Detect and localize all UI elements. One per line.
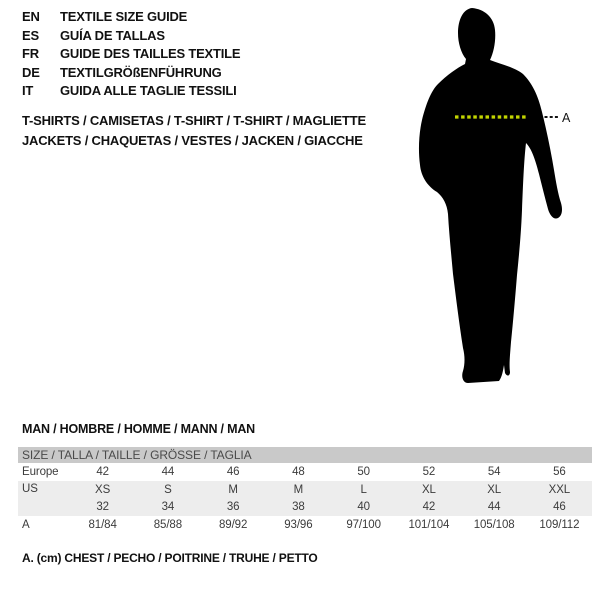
us-number-size: 38 [292, 500, 305, 513]
size-cell: 42 [96, 466, 109, 478]
size-cell: 93/96 [284, 519, 313, 531]
us-number-size: 40 [357, 500, 370, 513]
row-label: Europe [22, 466, 59, 478]
size-cell [70, 481, 135, 516]
man-figure [410, 0, 600, 400]
us-number-size: 44 [487, 500, 501, 513]
size-cell: 105/108 [473, 519, 515, 531]
size-cell: 85/88 [153, 519, 183, 531]
size-cell [527, 481, 592, 516]
size-cell: 101/104 [408, 519, 450, 531]
size-cell: 50 [357, 466, 370, 478]
table-row-chest [18, 516, 592, 534]
language-code: FR [22, 46, 39, 62]
measurement-note: A. (cm) CHEST / PECHO / POITRINE / TRUHE / PETTO [22, 551, 318, 565]
us-letter-size: XL [421, 483, 436, 496]
size-cell [135, 481, 200, 516]
us-letter-size: L [360, 483, 367, 496]
table-row-europe [18, 463, 592, 481]
table-row-us [18, 481, 592, 516]
us-number-size: 46 [553, 500, 566, 513]
size-cell: 56 [553, 466, 566, 478]
size-cell: 97/100 [346, 519, 381, 531]
us-letter-size: XXL [548, 483, 571, 496]
guide-title-es: GUÍA DE TALLAS [60, 27, 165, 43]
language-code: DE [22, 64, 40, 80]
size-table [18, 447, 592, 534]
size-cell [331, 481, 396, 516]
language-row [22, 82, 240, 101]
category-jackets: JACKETS / CHAQUETAS / VESTES / JACKEN / GIACCHE [22, 132, 363, 148]
language-list [22, 8, 240, 101]
size-cell [462, 481, 527, 516]
size-cell: 81/84 [88, 519, 117, 531]
size-cell: 48 [292, 466, 305, 478]
size-cell: 52 [422, 466, 436, 478]
us-letter-size: XS [95, 483, 111, 496]
size-cell [201, 481, 266, 516]
size-cell: 89/92 [218, 519, 248, 531]
us-number-size: 34 [161, 500, 175, 513]
size-cell: 44 [161, 466, 175, 478]
measure-label-a: A [562, 111, 571, 125]
size-cell: 46 [226, 466, 240, 478]
us-letter-size: M [228, 483, 238, 496]
row-label: A [22, 519, 30, 531]
language-row [22, 45, 240, 64]
language-row [22, 64, 240, 83]
row-label: US [18, 481, 70, 516]
guide-title-it: GUIDA ALLE TAGLIE TESSILI [60, 83, 237, 99]
us-letter-size: S [164, 483, 172, 496]
language-code: IT [22, 83, 34, 99]
man-silhouette [419, 8, 562, 383]
size-cell [266, 481, 331, 516]
category-tshirts: T-SHIRTS / CAMISETAS / T-SHIRT / T-SHIRT / MAGLIETTE [22, 113, 366, 128]
guide-title-fr: GUIDE DES TAILLES TEXTILE [60, 46, 241, 62]
language-row [22, 27, 240, 46]
size-table-header-row [18, 447, 592, 463]
us-letter-size: M [293, 483, 304, 496]
us-number-size: 32 [96, 500, 109, 513]
us-letter-size: XL [487, 483, 502, 496]
language-row [22, 8, 240, 27]
section-title: MAN / HOMBRE / HOMME / MANN / MAN [22, 422, 255, 436]
size-cell: 54 [487, 466, 501, 478]
guide-title-en: TEXTILE SIZE GUIDE [60, 9, 188, 24]
guide-title-de: TEXTILGRÖßENFÜHRUNG [60, 64, 222, 80]
size-cell: 109/112 [539, 519, 580, 531]
language-code: EN [22, 9, 40, 24]
us-number-size: 36 [226, 500, 240, 513]
language-code: ES [22, 27, 39, 43]
category-list [22, 111, 366, 150]
size-table-header: SIZE / TALLA / TAILLE / GRÖSSE / TAGLIA [18, 447, 592, 463]
us-number-size: 42 [422, 500, 436, 513]
size-cell [396, 481, 461, 516]
